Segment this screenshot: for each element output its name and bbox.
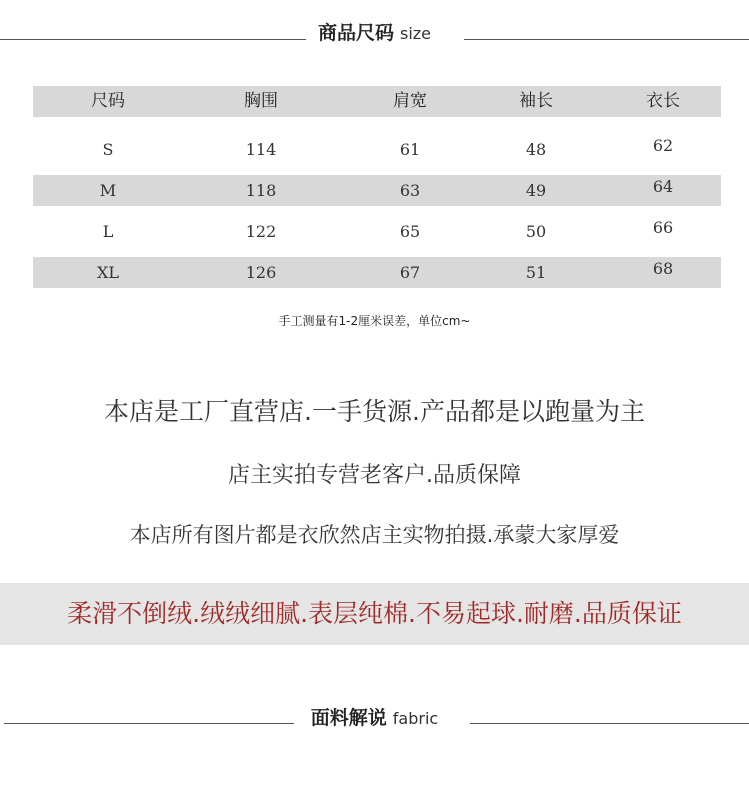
table-cell: 61	[399, 140, 421, 159]
table-cell: 48	[525, 140, 547, 159]
table-cell: 65	[399, 222, 421, 241]
table-cell: 66	[652, 218, 674, 237]
table-cell: 118	[245, 181, 277, 200]
header-cell-sleeve: 袖长	[519, 91, 553, 111]
table-cell: 63	[399, 181, 421, 200]
section-title-cn: 面料解说	[310, 707, 387, 729]
table-cell: 67	[399, 263, 421, 282]
divider-line-right	[464, 39, 749, 40]
header-cell-length: 衣长	[646, 91, 680, 111]
table-cell: M	[99, 181, 117, 200]
header-cell-chest: 胸围	[244, 91, 278, 111]
table-row	[33, 257, 721, 288]
table-cell: S	[102, 140, 114, 159]
table-row	[33, 216, 721, 247]
section-title	[0, 703, 749, 734]
owner-statement: 店主实拍专营老客户.品质保障	[228, 463, 521, 488]
table-cell: XL	[96, 263, 119, 282]
table-row	[33, 134, 721, 165]
section-title-en: fabric	[392, 709, 439, 728]
table-cell: 62	[652, 136, 674, 155]
divider-line-right	[470, 723, 749, 724]
table-cell: 50	[525, 222, 547, 241]
header-cell-size: 尺码	[91, 91, 125, 111]
section-title-en: size	[399, 24, 432, 43]
table-cell: 68	[652, 259, 674, 278]
table-row	[33, 175, 721, 206]
size-section-header	[0, 18, 749, 48]
table-cell: 114	[245, 140, 277, 159]
table-header-row	[33, 86, 721, 117]
table-cell: 126	[245, 263, 277, 282]
section-title	[0, 18, 749, 49]
section-title-cn: 商品尺码	[317, 22, 394, 44]
shop-statement: 本店是工厂直营店.一手货源.产品都是以跑量为主	[104, 397, 645, 426]
table-cell: 49	[525, 181, 547, 200]
feature-banner-text: 柔滑不倒绒.绒绒细腻.表层纯棉.不易起球.耐磨.品质保证	[67, 599, 682, 628]
table-cell: L	[102, 222, 114, 241]
header-cell-shoulder: 肩宽	[393, 91, 427, 111]
fabric-section-header	[0, 703, 749, 733]
table-cell: 64	[652, 177, 674, 196]
photo-statement: 本店所有图片都是衣欣然店主实物拍摄.承蒙大家厚爱	[129, 523, 620, 547]
table-cell: 51	[525, 263, 547, 282]
measurement-note: 手工测量有1-2厘米误差，单位cm~	[278, 314, 471, 328]
feature-banner	[0, 583, 749, 645]
table-cell: 122	[245, 222, 277, 241]
